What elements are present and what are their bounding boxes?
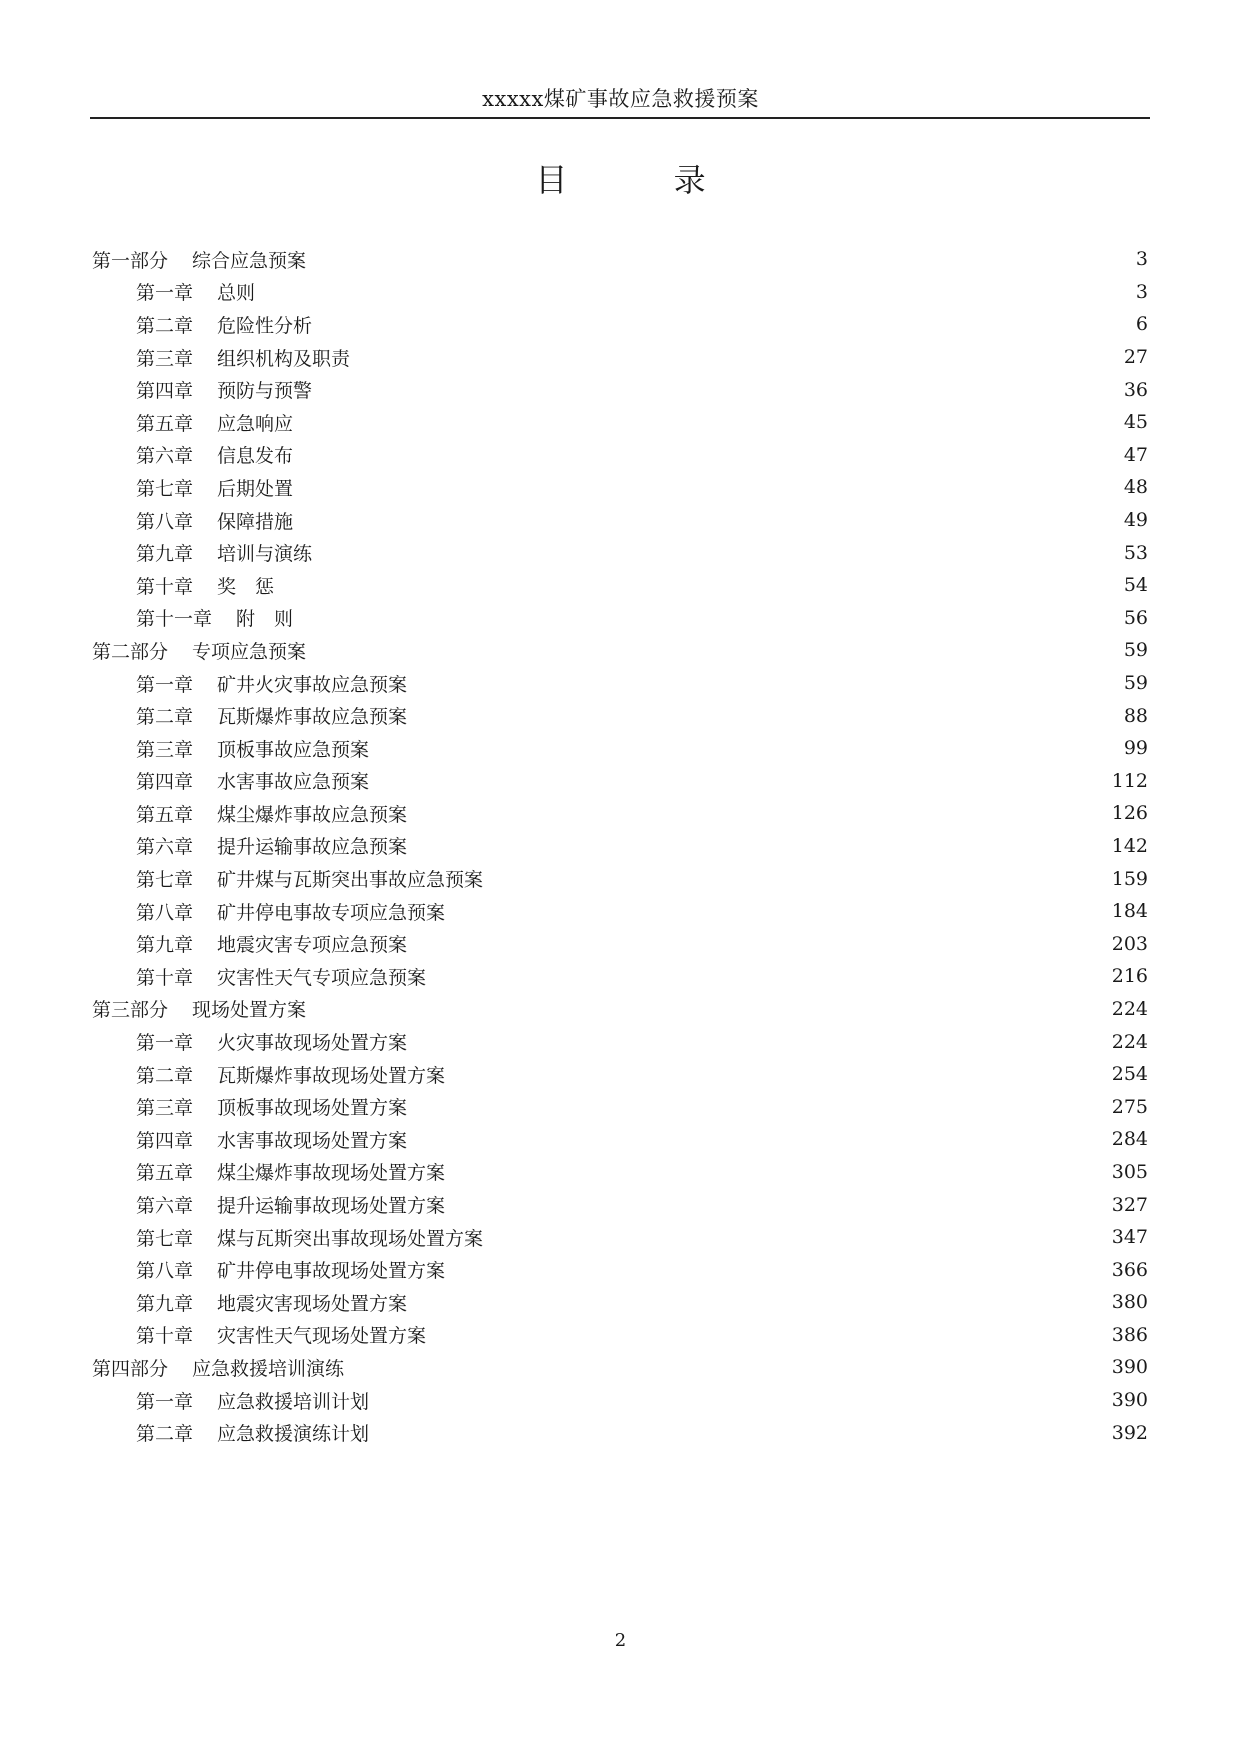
toc-entry[interactable]: [92, 765, 1148, 798]
toc-entry-page: 347: [1111, 1226, 1148, 1249]
toc-entry[interactable]: [92, 1188, 1148, 1221]
toc-entry-number: 第七章: [136, 1227, 194, 1250]
toc-entry-page: 380: [1111, 1291, 1148, 1314]
toc-entry-number: 第十一章: [136, 608, 213, 631]
toc-entry-page: 254: [1111, 1063, 1148, 1086]
toc-entry-page: 3: [1135, 248, 1148, 271]
toc-entry-title: 组织机构及职责: [217, 347, 351, 370]
toc-dot-leader: [354, 346, 1120, 368]
toc-entry[interactable]: [92, 471, 1148, 504]
document-header-title: xxxxx煤矿事故应急救援预案: [482, 87, 759, 111]
toc-entry-number: 第八章: [136, 1260, 194, 1283]
toc-entry-title: 应急救援培训计划: [217, 1390, 370, 1413]
toc-entry-title: 危险性分析: [217, 314, 313, 337]
toc-dot-leader: [411, 705, 1120, 727]
toc-dot-leader: [278, 574, 1120, 596]
toc-entry-title: 地震灾害专项应急预案: [217, 934, 408, 957]
toc-entry-page: 112: [1111, 769, 1148, 792]
toc-entry-title: 灾害性天气现场处置方案: [217, 1325, 427, 1348]
toc-entry-number: 第九章: [136, 543, 194, 566]
toc-entry-number: 第二章: [136, 706, 194, 729]
toc-entry-number: 第二部分: [92, 640, 169, 663]
toc-entry-page: 59: [1123, 639, 1148, 662]
toc-entry-number: 第二章: [136, 1423, 194, 1446]
toc-entry-title: 瓦斯爆炸事故现场处置方案: [217, 1064, 446, 1087]
toc-entry-page: 275: [1111, 1095, 1148, 1118]
toc-dot-leader: [430, 1324, 1108, 1346]
toc-dot-leader: [411, 835, 1108, 857]
toc-dot-leader: [411, 802, 1108, 824]
toc-entry-title: 矿井火灾事故应急预案: [217, 673, 408, 696]
toc-entry-page: 99: [1123, 737, 1148, 760]
toc-entry-page: 327: [1111, 1193, 1148, 1216]
toc-entry-number: 第三章: [136, 347, 194, 370]
toc-dot-leader: [310, 639, 1120, 661]
toc-dot-leader: [449, 1259, 1108, 1281]
toc-entry-number: 第九章: [136, 934, 194, 957]
toc-dot-leader: [487, 868, 1108, 890]
toc-entry[interactable]: [92, 439, 1148, 472]
toc-entry-title: 综合应急预案: [192, 249, 307, 272]
toc-entry-number: 第十章: [136, 1325, 194, 1348]
toc-entry-page: 45: [1123, 411, 1148, 434]
toc-entry-title: 应急响应: [217, 412, 294, 435]
toc-entry-number: 第六章: [136, 445, 194, 468]
toc-entry-title: 现场处置方案: [192, 999, 307, 1022]
toc-entry-number: 第一章: [136, 1032, 194, 1055]
toc-entry-page: 390: [1111, 1356, 1148, 1379]
toc-dot-leader: [373, 1422, 1108, 1444]
toc-entry-title: 矿井停电事故专项应急预案: [217, 901, 446, 924]
toc-entry[interactable]: [92, 373, 1148, 406]
toc-entry-number: 第七章: [136, 477, 194, 500]
toc-entry-page: 53: [1123, 541, 1148, 564]
toc-entry[interactable]: [92, 1123, 1148, 1156]
toc-entry-number: 第七章: [136, 869, 194, 892]
toc-entry[interactable]: [92, 602, 1148, 635]
toc-entry[interactable]: [92, 1156, 1148, 1189]
toc-entry[interactable]: [92, 1221, 1148, 1254]
toc-entry-title: 矿井煤与瓦斯突出事故应急预案: [217, 869, 484, 892]
toc-entry-page: 284: [1111, 1128, 1148, 1151]
toc-entry-number: 第三章: [136, 738, 194, 761]
toc-entry-title: 专项应急预案: [192, 640, 307, 663]
toc-entry-title: 顶板事故现场处置方案: [217, 1097, 408, 1120]
toc-entry-title: 水害事故现场处置方案: [217, 1129, 408, 1152]
toc-dot-leader: [310, 998, 1108, 1020]
toc-entry-number: 第十章: [136, 966, 194, 989]
toc-entry-page: 54: [1123, 574, 1148, 597]
toc-entry-page: 56: [1123, 606, 1148, 629]
toc-entry[interactable]: [92, 862, 1148, 895]
toc-entry[interactable]: [92, 699, 1148, 732]
toc-entry-title: 地震灾害现场处置方案: [217, 1292, 408, 1315]
toc-entry-number: 第十章: [136, 575, 194, 598]
toc-dot-leader: [487, 1226, 1108, 1248]
toc-entry[interactable]: [92, 243, 1148, 276]
toc-entry-title: 附 则: [236, 608, 294, 631]
toc-entry[interactable]: [92, 1253, 1148, 1286]
toc-dot-leader: [411, 1031, 1108, 1053]
table-of-contents: [92, 243, 1148, 1449]
toc-dot-leader: [297, 476, 1120, 498]
toc-entry[interactable]: [92, 830, 1148, 863]
toc-title: 目 录: [535, 161, 754, 199]
toc-entry[interactable]: [92, 569, 1148, 602]
toc-entry[interactable]: [92, 960, 1148, 993]
toc-dot-leader: [449, 900, 1108, 922]
toc-dot-leader: [411, 1291, 1108, 1313]
toc-entry-number: 第四章: [136, 380, 194, 403]
toc-entry[interactable]: [92, 1416, 1148, 1449]
toc-entry[interactable]: [92, 504, 1148, 537]
toc-entry-number: 第八章: [136, 901, 194, 924]
toc-entry-title: 培训与演练: [217, 543, 313, 566]
toc-entry-title: 奖 惩: [217, 575, 275, 598]
toc-entry-number: 第三章: [136, 1097, 194, 1120]
toc-dot-leader: [297, 509, 1120, 531]
toc-entry-title: 信息发布: [217, 445, 294, 468]
toc-entry-page: 386: [1111, 1323, 1148, 1346]
toc-entry-page: 305: [1111, 1160, 1148, 1183]
toc-entry-page: 3: [1135, 280, 1148, 303]
toc-entry[interactable]: [92, 1090, 1148, 1123]
toc-entry-page: 216: [1111, 965, 1148, 988]
toc-entry-number: 第三部分: [92, 999, 169, 1022]
toc-entry-page: 366: [1111, 1258, 1148, 1281]
toc-entry-number: 第六章: [136, 836, 194, 859]
toc-entry-title: 后期处置: [217, 477, 294, 500]
toc-entry-page: 6: [1135, 313, 1148, 336]
toc-entry-title: 应急救援培训演练: [192, 1357, 345, 1380]
toc-entry-title: 矿井停电事故现场处置方案: [217, 1260, 446, 1283]
toc-entry-page: 203: [1111, 932, 1148, 955]
toc-entry-number: 第五章: [136, 1162, 194, 1185]
toc-entry-page: 47: [1123, 443, 1148, 466]
toc-dot-leader: [411, 672, 1120, 694]
toc-entry[interactable]: [92, 927, 1148, 960]
toc-entry-page: 27: [1123, 346, 1148, 369]
toc-dot-leader: [348, 1356, 1108, 1378]
toc-entry-number: 第一章: [136, 673, 194, 696]
toc-dot-leader: [411, 1128, 1108, 1150]
toc-entry-title: 应急救援演练计划: [217, 1423, 370, 1446]
toc-entry[interactable]: [92, 993, 1148, 1026]
toc-dot-leader: [373, 770, 1108, 792]
toc-entry-page: 224: [1111, 1030, 1148, 1053]
toc-entry[interactable]: [92, 895, 1148, 928]
toc-dot-leader: [449, 1194, 1108, 1216]
toc-entry-page: 126: [1111, 802, 1148, 825]
toc-entry-title: 瓦斯爆炸事故应急预案: [217, 706, 408, 729]
toc-entry[interactable]: [92, 1025, 1148, 1058]
toc-entry-title: 提升运输事故应急预案: [217, 836, 408, 859]
toc-entry-page: 224: [1111, 997, 1148, 1020]
toc-entry-title: 水害事故应急预案: [217, 771, 370, 794]
toc-entry-page: 184: [1111, 900, 1148, 923]
toc-entry[interactable]: [92, 667, 1148, 700]
toc-dot-leader: [297, 607, 1120, 629]
toc-entry-number: 第一部分: [92, 249, 169, 272]
toc-entry-page: 49: [1123, 509, 1148, 532]
toc-entry-title: 预防与预警: [217, 380, 313, 403]
toc-entry-number: 第一章: [136, 1390, 194, 1413]
toc-dot-leader: [373, 1389, 1108, 1411]
toc-entry[interactable]: [92, 341, 1148, 374]
toc-entry-number: 第一章: [136, 282, 194, 305]
toc-entry-page: 142: [1111, 834, 1148, 857]
toc-entry-title: 总则: [217, 282, 256, 305]
toc-dot-leader: [373, 737, 1120, 759]
toc-dot-leader: [316, 379, 1120, 401]
toc-entry-number: 第二章: [136, 314, 194, 337]
toc-dot-leader: [411, 933, 1108, 955]
toc-entry-number: 第四章: [136, 771, 194, 794]
toc-entry-title: 灾害性天气专项应急预案: [217, 966, 427, 989]
toc-entry-title: 保障措施: [217, 510, 294, 533]
toc-entry-page: 59: [1123, 672, 1148, 695]
toc-entry[interactable]: [92, 1384, 1148, 1417]
toc-entry[interactable]: [92, 1286, 1148, 1319]
toc-entry-title: 提升运输事故现场处置方案: [217, 1195, 446, 1218]
toc-dot-leader: [297, 411, 1120, 433]
toc-dot-leader: [430, 965, 1108, 987]
toc-dot-leader: [316, 542, 1120, 564]
toc-dot-leader: [411, 1096, 1108, 1118]
toc-entry-page: 159: [1111, 867, 1148, 890]
toc-entry-page: 48: [1123, 476, 1148, 499]
toc-dot-leader: [316, 313, 1132, 335]
toc-entry[interactable]: [92, 1319, 1148, 1352]
toc-entry-page: 392: [1111, 1421, 1148, 1444]
toc-entry[interactable]: [92, 406, 1148, 439]
toc-entry-page: 36: [1123, 378, 1148, 401]
header-divider: [90, 117, 1150, 119]
toc-entry-number: 第九章: [136, 1292, 194, 1315]
toc-entry[interactable]: [92, 634, 1148, 667]
toc-entry-number: 第五章: [136, 803, 194, 826]
toc-entry-number: 第四章: [136, 1129, 194, 1152]
toc-dot-leader: [297, 444, 1120, 466]
toc-entry[interactable]: [92, 536, 1148, 569]
toc-dot-leader: [449, 1161, 1108, 1183]
toc-entry-number: 第二章: [136, 1064, 194, 1087]
toc-dot-leader: [449, 1063, 1108, 1085]
toc-entry-number: 第八章: [136, 510, 194, 533]
toc-entry-page: 88: [1123, 704, 1148, 727]
toc-entry-page: 390: [1111, 1389, 1148, 1412]
toc-entry[interactable]: [92, 732, 1148, 765]
toc-dot-leader: [259, 281, 1132, 303]
toc-entry-number: 第五章: [136, 412, 194, 435]
toc-entry-title: 顶板事故应急预案: [217, 738, 370, 761]
toc-entry[interactable]: [92, 1351, 1148, 1384]
toc-entry-number: 第四部分: [92, 1357, 169, 1380]
toc-entry[interactable]: [92, 308, 1148, 341]
toc-entry[interactable]: [92, 276, 1148, 309]
toc-entry-title: 煤尘爆炸事故应急预案: [217, 803, 408, 826]
page-number: 2: [614, 1630, 627, 1651]
toc-entry-title: 煤与瓦斯突出事故现场处置方案: [217, 1227, 484, 1250]
toc-entry-title: 煤尘爆炸事故现场处置方案: [217, 1162, 446, 1185]
toc-entry-title: 火灾事故现场处置方案: [217, 1032, 408, 1055]
toc-entry-number: 第六章: [136, 1195, 194, 1218]
toc-dot-leader: [310, 248, 1132, 270]
toc-entry[interactable]: [92, 797, 1148, 830]
toc-entry[interactable]: [92, 1058, 1148, 1091]
